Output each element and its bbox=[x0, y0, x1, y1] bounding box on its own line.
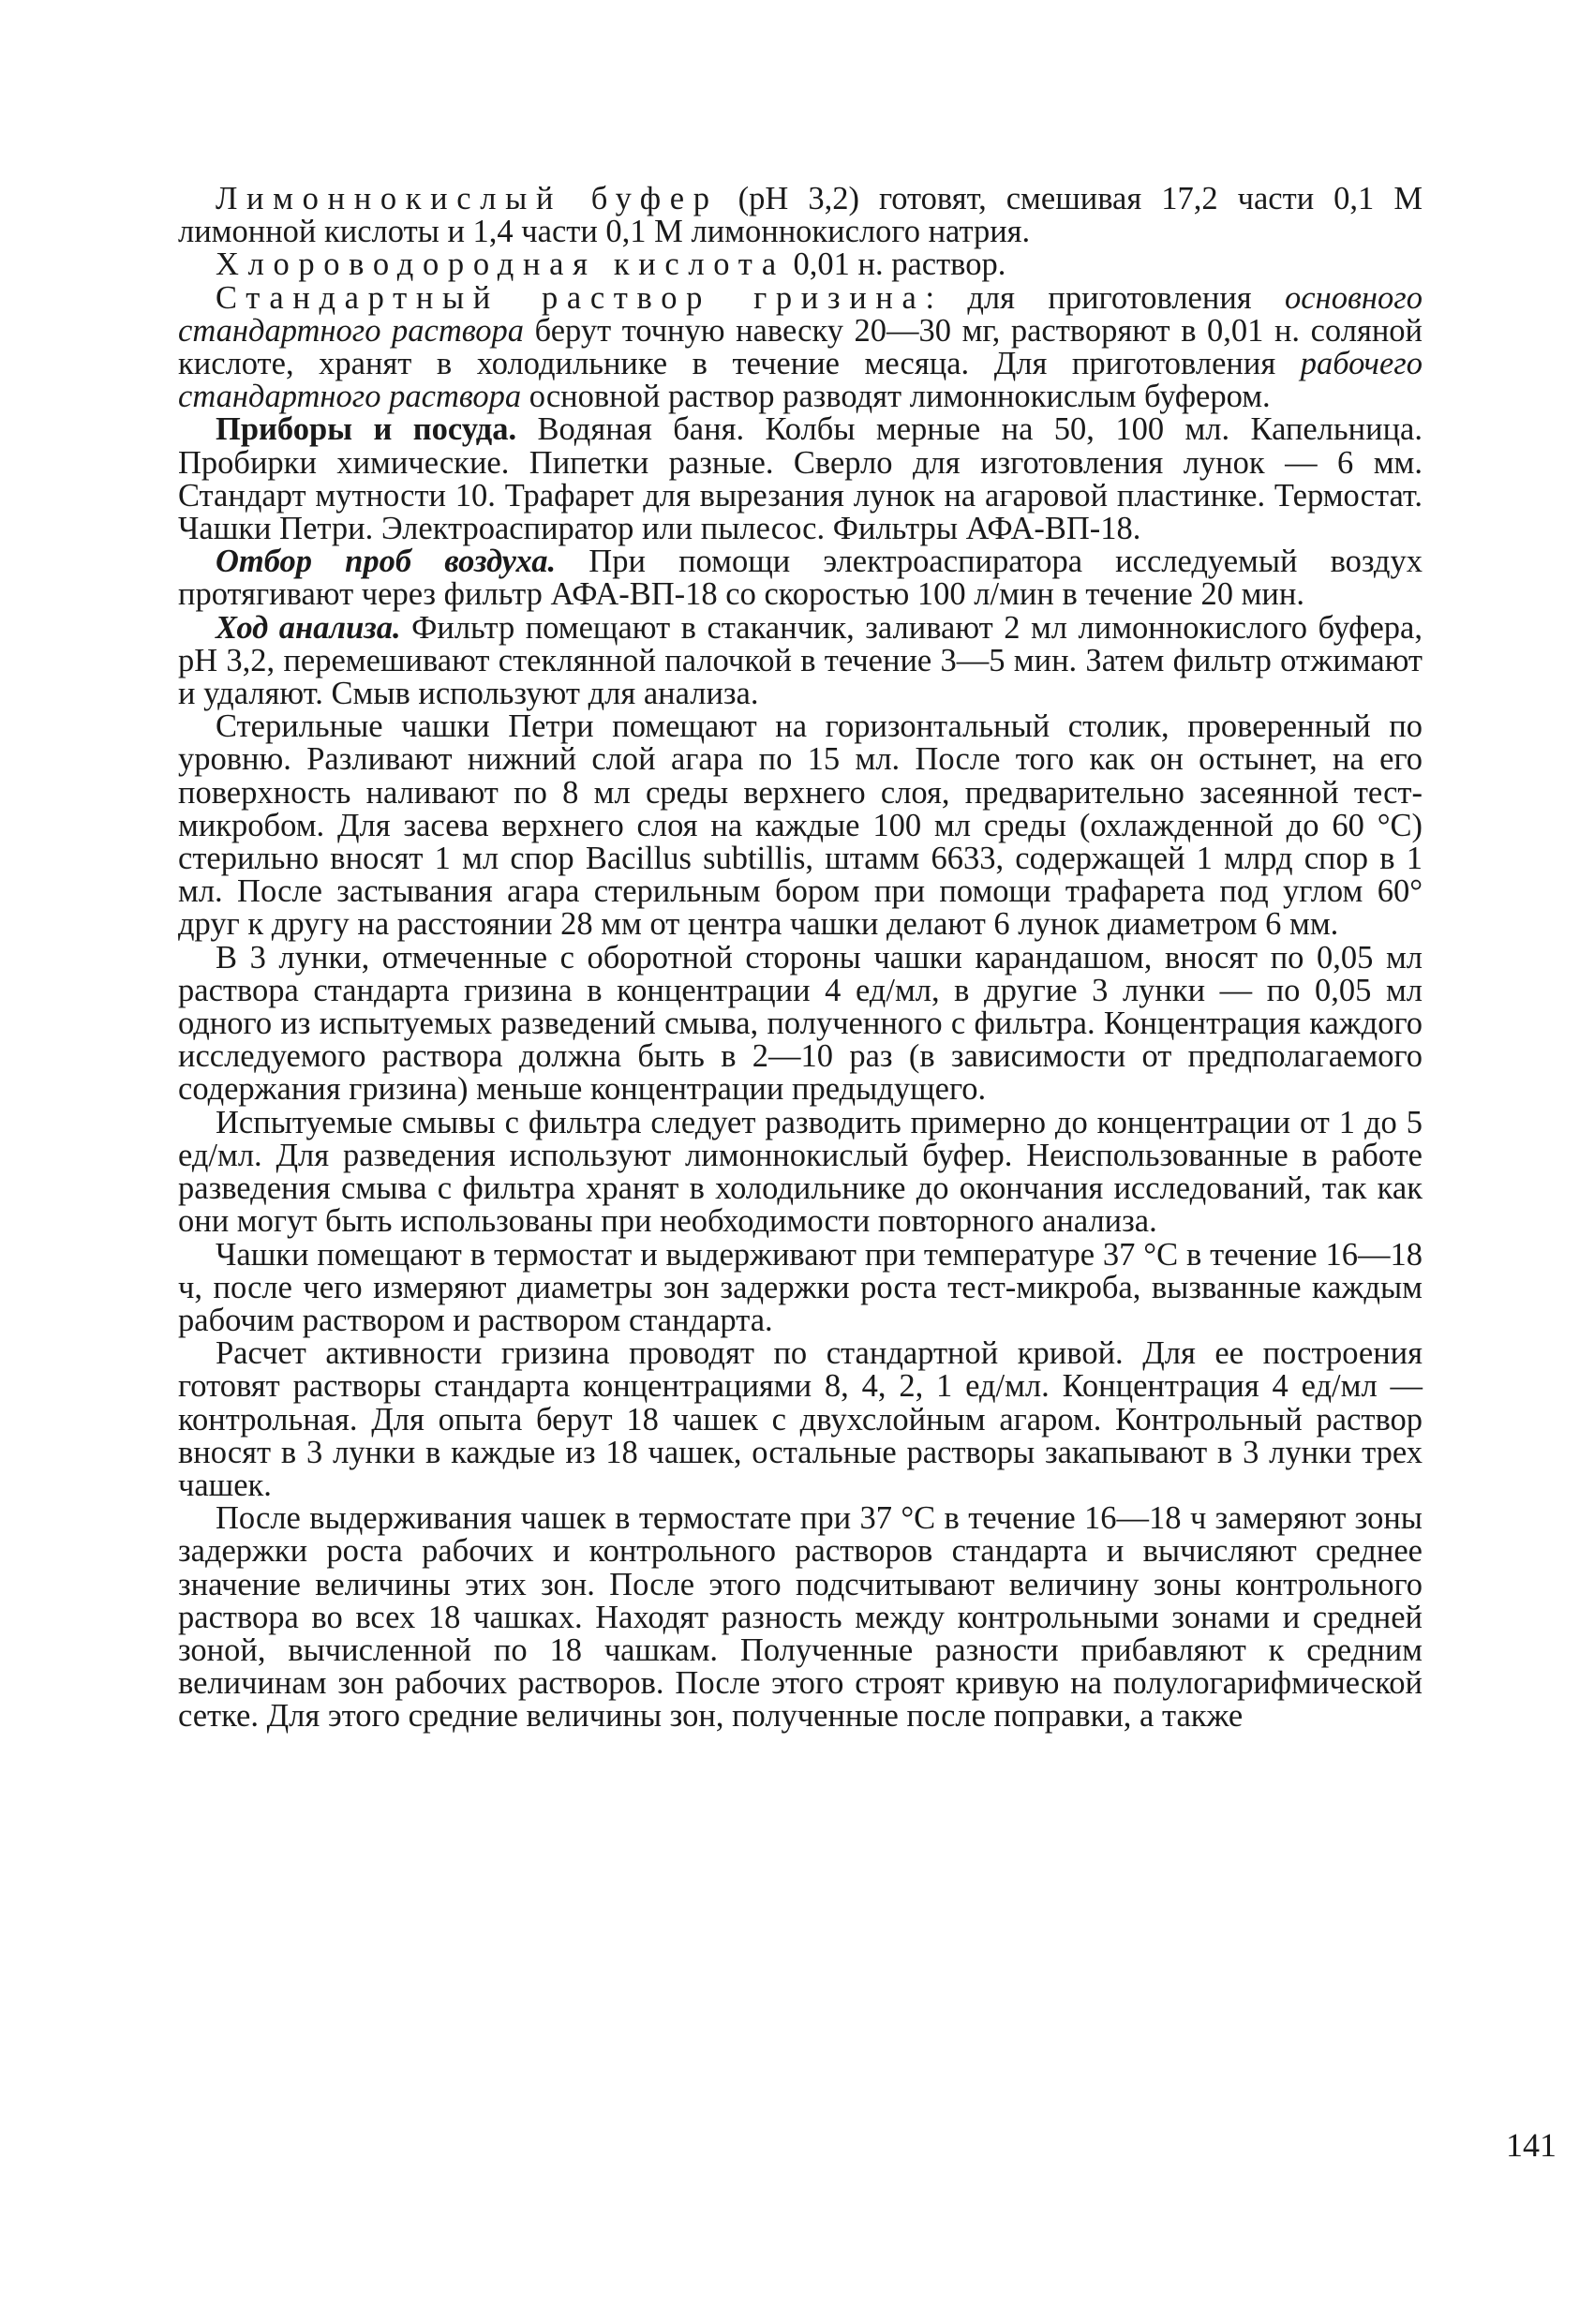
paragraph-hydrochloric-acid: Хлороводородная кислота 0,01 н. раствор. bbox=[216, 246, 1006, 283]
term-hydrochloric-acid: Хлороводородная кислота bbox=[216, 246, 785, 283]
term-standard-solution: Стандартный раствор гризина bbox=[216, 279, 926, 316]
body-text bbox=[178, 183, 1423, 1734]
paragraph-incubation: Чашки помещают в термостат и выдерживают при температуре 37 °С в течение 16—18 ч, после чего измеряют диаметры зон задержки роста тест-микроба, вызванные каждым рабочим раствором и раствором стандарта. bbox=[178, 1236, 1423, 1338]
paragraph-citrate-buffer: Лимоннокислый буфер (pH 3,2) готовят, смешивая 17,2 части 0,1 М лимонной кислоты и 1,4 части 0,1 М лимоннокислого натрия. bbox=[178, 181, 1423, 250]
paragraph-analysis-procedure: Ход анализа. Фильтр помещают в стаканчик, заливают 2 мл лимоннокислого буфера, pH 3,2, перемешивают стеклянной палочкой в течение 3—5 мин. Затем фильтр отжимают и удаляют. Смыв используют для анализа. bbox=[178, 609, 1423, 712]
heading-analysis-procedure: Ход анализа. bbox=[216, 609, 401, 646]
heading-equipment: Приборы и посуда. bbox=[216, 411, 517, 448]
term-citrate-buffer: Лимоннокислый буфер bbox=[216, 181, 719, 216]
paragraph-equipment: Приборы и посуда. Водяная баня. Колбы мерные на 50, 100 мл. Капельница. Пробирки химические. Пипетки разные. Сверло для изготовления лунок — 6 мм. Стандарт мутности 10. Трафарет для вырезания лунок на агаровой пластинке. Термостат. Чашки Петри. Электроаспиратор или пылесос. Фильтры АФА-ВП-18. bbox=[178, 411, 1423, 547]
heading-air-sampling: Отбор проб воздуха. bbox=[216, 544, 557, 580]
paragraph-zone-measurement: После выдерживания чашек в термостате при 37 °С в течение 16—18 ч замеряют зоны задержки роста рабочих и контрольного растворов стандарта и вычисляют среднее значение величины этих зон. После этого подсчитывают величину зоны контрольного раствора во всех 18 чашках. Находят разность между контрольными зонами и средней зоной, вычисленной по 18 чашкам. Полученные разности прибавляют к средним величинам зон рабочих растворов. После этого строят кривую на полулогарифмической сетке. Для этого средние величины зон, полученные после поправки, а также bbox=[178, 1500, 1423, 1735]
paragraph-activity-calculation: Расчет активности гризина проводят по стандартной кривой. Для ее построения готовят растворы стандарта концентрациями 8, 4, 2, 1 ед/мл. Концентрация 4 ед/мл — контрольная. Для опыта берут 18 чашек с двухслойным агаром. Контрольный раствор вносят в 3 лунки в каждые из 18 чашек, остальные растворы закапывают в 3 лунки трех чашек. bbox=[178, 1335, 1423, 1503]
paragraph-wells: В 3 лунки, отмеченные с оборотной стороны чашки карандашом, вносят по 0,05 мл раствора стандарта гризина в концентрации 4 ед/мл, в другие 3 лунки — по 0,05 мл одного из испытуемых разведений смыва, полученного с фильтра. Концентрация каждого исследуемого раствора должна быть в 2—10 раз (в зависимости от предполагаемого содержания гризина) меньше концентрации предыдущего. bbox=[178, 939, 1423, 1108]
paragraph-petri-dishes: Стерильные чашки Петри помещают на горизонтальный столик, проверенный по уровню. Разливают нижний слой агара по 15 мл. После того как он остынет, на его поверхность наливают по 8 мл среды верхнего слоя, предварительно засеянной тест-микробом. Для засева верхнего слоя на каждые 100 мл среды (охлажденной до 60 °С) стерильно вносят 1 мл спор Bacillus subtillis, штамм 6633, содержащей 1 млрд спор в 1 мл. После застывания агара стерильным бором при помощи трафарета под углом 60° друг к другу на расстоянии 28 мм от центра чашки делают 6 лунок диаметром 6 мм. bbox=[178, 708, 1423, 943]
page-number: 141 bbox=[1506, 2126, 1557, 2164]
paragraph-dilution: Испытуемые смывы с фильтра следует разводить примерно до концентрации от 1 до 5 ед/мл. Для разведения используют лимоннокислый буфер. Неиспользованные в работе разведения смыва с фильтра хранят в холодильнике до окончания исследований, так как они могут быть использованы при необходимости повторного анализа. bbox=[178, 1104, 1423, 1240]
document-page bbox=[178, 183, 1423, 1734]
paragraph-air-sampling: Отбор проб воздуха. При помощи электроаспиратора исследуемый воздух протягивают через фильтр АФА-ВП-18 со скоростью 100 л/мин в течение 20 мин. bbox=[178, 544, 1423, 613]
paragraph-standard-solution: Стандартный раствор гризина: для приготовления основного стандартного раствора берут точную навеску 20—30 мг, растворяют в 0,01 н. соляной кислоте, хранят в холодильнике в течение месяца. Для приготовления рабочего стандартного раствора основной раствор разводят лимоннокислым буфером. bbox=[178, 279, 1423, 415]
